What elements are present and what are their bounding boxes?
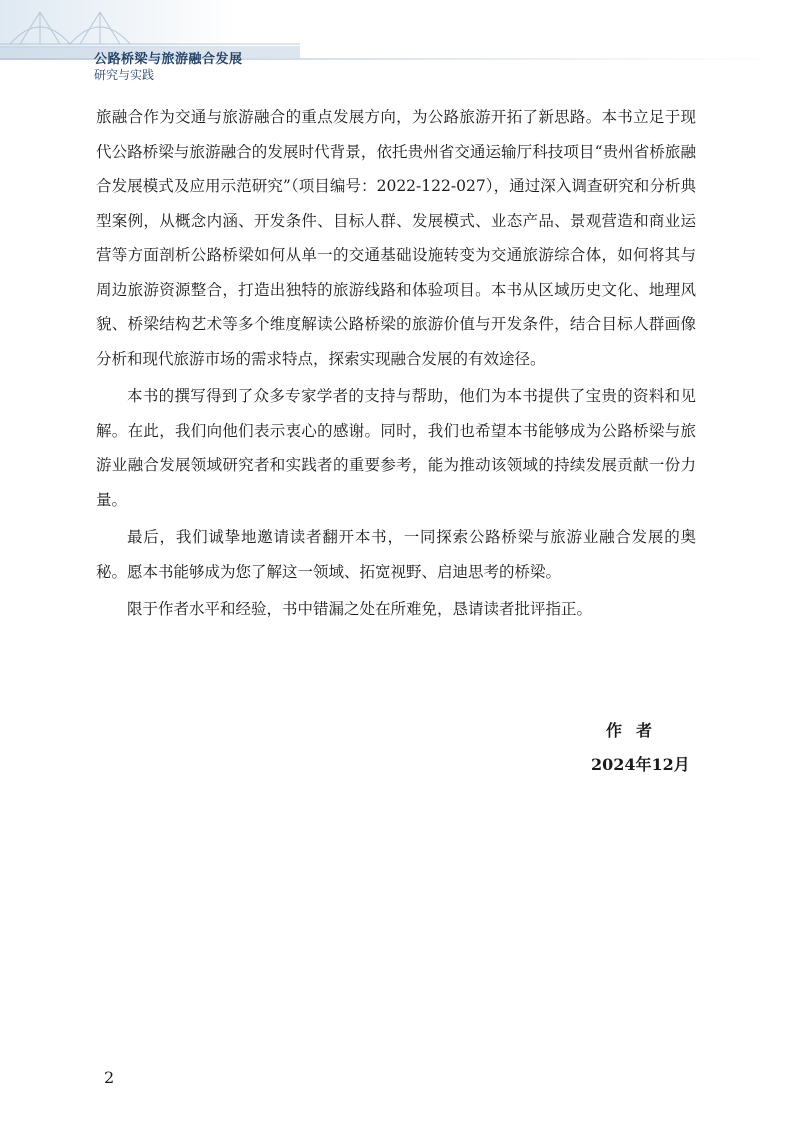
running-header-title: 公路桥梁与旅游融合发展 xyxy=(94,52,243,67)
running-header-subtitle: 研究与实践 xyxy=(94,68,155,82)
preface-body xyxy=(96,100,696,630)
signature-date: 2024年12月 xyxy=(591,755,690,774)
paragraph-disclaimer: 限于作者水平和经验，书中错漏之处在所难免，恳请读者批评指正。 xyxy=(127,600,593,618)
paragraph-continued: 旅融合作为交通与旅游融合的重点发展方向，为公路旅游开拓了新思路。本书立足于现代公路桥梁与旅游融合的发展时代背景，依托贵州省交通运输厅科技项目“贵州省桥旅融合发展模式及应用示范研究”（项目编号：2022-122-027），通过深入调查研究和分析典型案例，从概念内涵、开发条件、目标人群、发展模式、业态产品、景观营造和商业运营等方面剖析公路桥梁如何从单一的交通基础设施转变为交通旅游综合体，如何将其与周边旅游资源整合，打造出独特的旅游线路和体验项目。本书从区域历史文化、地理风貌、桥梁结构艺术等多个维度解读公路桥梁的旅游价值与开发条件，结合目标人群画像分析和现代旅游市场的需求特点，探索实现融合发展的有效途径。 xyxy=(96,108,696,368)
paragraph-acknowledgement: 本书的撰写得到了众多专家学者的支持与帮助，他们为本书提供了宝贵的资料和见解。在此，我们向他们表示衷心的感谢。同时，我们也希望本书能够成为公路桥梁与旅游业融合发展领域研究者和实践者的重要参考，能为推动该领域的持续发展贡献一份力量。 xyxy=(96,387,696,509)
signature-author: 作者 xyxy=(606,721,667,740)
page-number: 2 xyxy=(104,1068,115,1087)
paragraph-invitation: 最后，我们诚挚地邀请读者翻开本书，一同探索公路桥梁与旅游业融合发展的奥秘。愿本书能够成为您了解这一领域、拓宽视野、启迪思考的桥梁。 xyxy=(96,528,696,581)
